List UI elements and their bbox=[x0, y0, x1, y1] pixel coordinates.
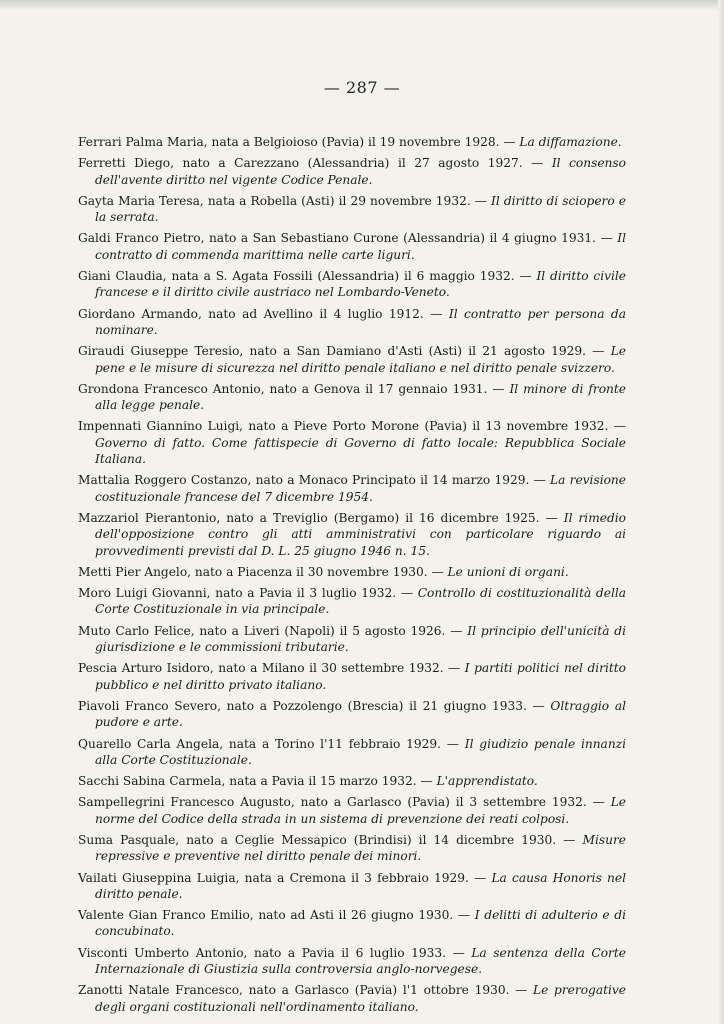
author-and-birth: Zanotti Natale Francesco, nato a Garlasco (Pavia) l'1 ottobre 1930. — bbox=[78, 983, 528, 998]
author-and-birth: Mattalia Roggero Costanzo, nato a Monaco Principato il 14 marzo 1929. — bbox=[78, 473, 546, 488]
author-and-birth: Impennati Giannino Luigi, nato a Pieve Porto Morone (Pavia) il 13 novembre 1932. — bbox=[78, 419, 626, 434]
thesis-title: Le prerogative degli organi costituzionali nell'ordinamento italiano. bbox=[95, 983, 627, 1014]
author-and-birth: Moro Luigi Giovanni, nato a Pavia il 3 luglio 1932. — bbox=[78, 586, 414, 601]
list-item bbox=[78, 564, 626, 580]
list-item bbox=[78, 794, 626, 827]
list-item bbox=[78, 982, 626, 1015]
thesis-title: I delitti di adulterio e di concubinato. bbox=[95, 908, 627, 939]
list-item bbox=[78, 623, 626, 656]
author-and-birth: Quarello Carla Angela, nata a Torino l'11 febbraio 1929. — bbox=[78, 736, 459, 751]
list-item bbox=[78, 230, 626, 263]
thesis-title: I partiti politici nel diritto pubblico e nel diritto privato italiano. bbox=[95, 661, 627, 692]
author-and-birth: Visconti Umberto Antonio, nato a Pavia il 6 luglio 1933. — bbox=[78, 945, 465, 960]
list-item bbox=[78, 736, 626, 769]
thesis-title: Il principio dell'unicità di giurisdizione e le commissioni tributarie. bbox=[95, 623, 626, 655]
author-and-birth: Grondona Francesco Antonio, nato a Genova il 17 gennaio 1931. — bbox=[78, 381, 505, 396]
author-and-birth: Piavoli Franco Severo, nato a Pozzolengo (Brescia) il 21 giugno 1933. — bbox=[78, 698, 545, 713]
thesis-title: Governo di fatto. Come fattispecie di Governo di fatto locale: Repubblica Sociale Italiana. bbox=[95, 435, 626, 467]
author-and-birth: Giani Claudia, nata a S. Agata Fossili (Alessandria) il 6 maggio 1932. — bbox=[78, 269, 532, 284]
list-item bbox=[78, 381, 626, 414]
list-item bbox=[78, 510, 626, 559]
thesis-title: Controllo di costituzionalità della Corte Costituzionale in via principale. bbox=[95, 586, 627, 617]
list-item bbox=[78, 155, 626, 188]
list-item bbox=[78, 773, 626, 789]
list-item bbox=[78, 832, 626, 865]
author-and-birth: Gayta Maria Teresa, nata a Robella (Asti) il 29 novembre 1932. — bbox=[78, 193, 487, 208]
author-and-birth: Mazzariol Pierantonio, nato a Treviglio (Bergamo) il 16 dicembre 1925. — bbox=[78, 510, 558, 525]
thesis-title: Il giudizio penale innanzi alla Corte Costituzionale. bbox=[95, 736, 626, 767]
thesis-title: Misure repressive e preventive nel diritto penale dei minori. bbox=[95, 832, 626, 864]
author-and-birth: Sampellegrini Francesco Augusto, nato a Garlasco (Pavia) il 3 settembre 1932. — bbox=[78, 795, 605, 810]
thesis-title: Il minore di fronte alla legge penale. bbox=[95, 381, 626, 413]
scan-right-edge bbox=[718, 0, 724, 1024]
list-item bbox=[78, 945, 626, 978]
author-and-birth: Ferrari Palma Maria, nata a Belgioioso (Pavia) il 19 novembre 1928. — bbox=[78, 135, 516, 149]
thesis-title: Il contratto di commenda marittima nelle carte liguri. bbox=[95, 231, 627, 262]
thesis-title: Le pene e le misure di sicurezza nel diritto penale italiano e nel diritto penale svizzero. bbox=[95, 344, 626, 375]
thesis-title: Le unioni di organi. bbox=[447, 564, 569, 579]
thesis-title: Le norme del Codice della strada in un sistema di prevenzione dei reati colposi. bbox=[95, 795, 627, 826]
author-and-birth: Metti Pier Angelo, nato a Piacenza il 30 novembre 1930. — bbox=[78, 564, 444, 579]
thesis-title: La sentenza della Corte Internazionale di Giustizia sulla controversia anglo-norvegese. bbox=[95, 945, 626, 977]
author-and-birth: Ferretti Diego, nato a Carezzano (Alessandria) il 27 agosto 1927. — bbox=[78, 156, 544, 171]
thesis-list bbox=[78, 134, 626, 1020]
thesis-title: La revisione costituzionale francese del 7 dicembre 1954. bbox=[95, 473, 626, 504]
list-item bbox=[78, 585, 626, 618]
thesis-title: Il rimedio dell'opposizione contro gli atti amministrativi con particolare riguardo ai provvedimenti previsti dal D. L. 25 giugno 1946 n. 15. bbox=[95, 510, 627, 558]
scan-top-edge bbox=[0, 0, 724, 10]
author-and-birth: Vailati Giuseppina Luigia, nata a Cremona il 3 febbraio 1929. — bbox=[78, 870, 487, 885]
thesis-title: Oltraggio al pudore e arte. bbox=[95, 698, 626, 730]
list-item bbox=[78, 472, 626, 505]
list-item bbox=[78, 306, 626, 339]
author-and-birth: Valente Gian Franco Emilio, nato ad Asti il 26 giugno 1930. — bbox=[78, 908, 471, 923]
list-item bbox=[78, 660, 626, 693]
thesis-title: Il contratto per persona da nominare. bbox=[95, 306, 626, 337]
author-and-birth: Giraudi Giuseppe Teresio, nato a San Damiano d'Asti (Asti) il 21 agosto 1929. — bbox=[78, 344, 605, 359]
thesis-title: Il diritto di sciopero e la serrata. bbox=[95, 193, 627, 225]
thesis-title: Il diritto civile francese e il diritto civile austriaco nel Lombardo-Veneto. bbox=[95, 269, 627, 300]
list-item bbox=[78, 698, 626, 731]
page-number: — 287 — bbox=[323, 78, 401, 97]
thesis-title: L'apprendistato. bbox=[436, 774, 538, 789]
author-and-birth: Galdi Franco Pietro, nato a San Sebastiano Curone (Alessandria) il 4 giugno 1931. — bbox=[78, 231, 613, 246]
list-item bbox=[78, 134, 626, 150]
thesis-title: La causa Honoris nel diritto penale. bbox=[95, 870, 626, 901]
thesis-title: La diffamazione. bbox=[519, 135, 622, 149]
author-and-birth: Suma Pasquale, nato a Ceglie Messapico (Brindisi) il 14 dicembre 1930. — bbox=[78, 832, 576, 847]
list-item bbox=[78, 418, 626, 467]
author-and-birth: Sacchi Sabina Carmela, nata a Pavia il 15 marzo 1932. — bbox=[78, 774, 433, 789]
list-item bbox=[78, 343, 626, 376]
list-item bbox=[78, 870, 626, 903]
author-and-birth: Muto Carlo Felice, nato a Liveri (Napoli) il 5 agosto 1926. — bbox=[78, 623, 463, 638]
list-item bbox=[78, 193, 626, 226]
author-and-birth: Giordano Armando, nato ad Avellino il 4 luglio 1912. — bbox=[78, 306, 443, 321]
author-and-birth: Pescia Arturo Isidoro, nato a Milano il 30 settembre 1932. — bbox=[78, 661, 461, 676]
thesis-title: Il consenso dell'avente diritto nel vigente Codice Penale. bbox=[95, 156, 626, 187]
list-item bbox=[78, 907, 626, 940]
list-item bbox=[78, 268, 626, 301]
